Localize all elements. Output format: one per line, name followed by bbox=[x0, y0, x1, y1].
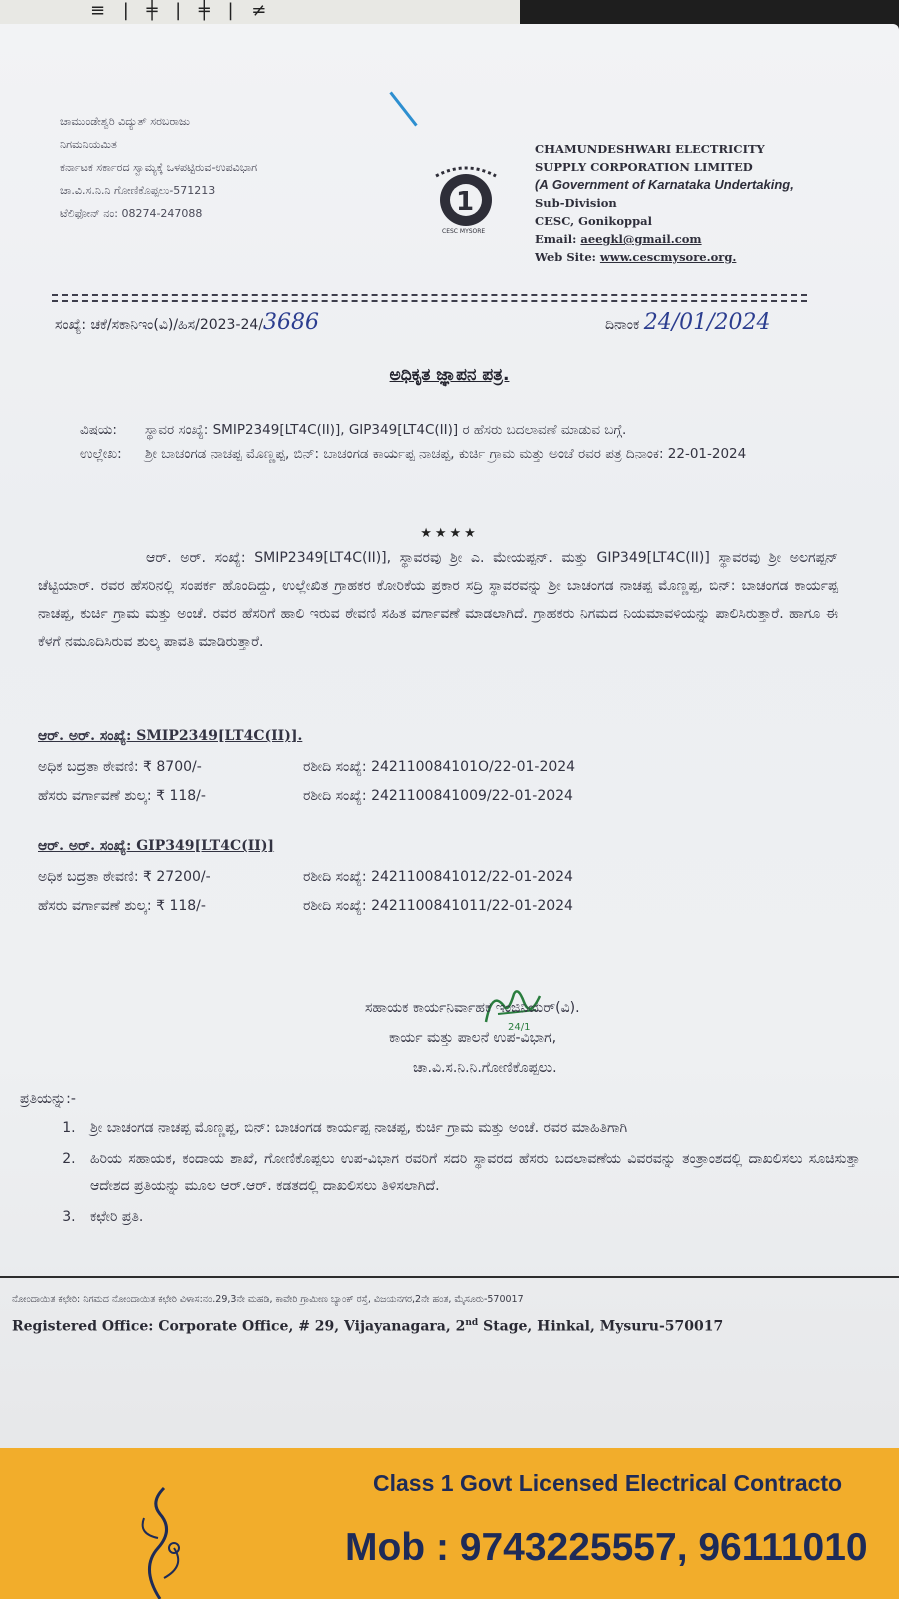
footer-divider bbox=[0, 1276, 899, 1278]
letterhead-kn-line: ನಿಗಮನಿಯಮಿತ bbox=[60, 138, 117, 151]
footer-address-part: Registered Office: Corporate Office, # 29, Vijayanagara, 2 bbox=[12, 1318, 466, 1335]
website-link[interactable]: www.cescmysore.org. bbox=[599, 250, 737, 264]
reference-label: ಉಲ್ಲೇಖ: bbox=[80, 446, 122, 462]
subject-block bbox=[80, 418, 840, 466]
footer-address-english bbox=[12, 1318, 887, 1335]
rr-heading: ಆರ್. ಅರ್. ಸಂಖ್ಯೆ: GIP349[LT4C(II)] bbox=[38, 838, 275, 854]
fee-label: ಅಧಿಕ ಬದ್ರತಾ ಠೇವಣಿ: ₹ 27200/- bbox=[38, 868, 211, 885]
office-type: Sub-Division bbox=[535, 196, 617, 210]
email-link[interactable]: aeegkl@gmail.com bbox=[580, 232, 702, 246]
rr-block-gip349 bbox=[38, 838, 738, 920]
fee-label: ಹೆಸರು ವರ್ಗಾವಣೆ ಶುಲ್ಕ: ₹ 118/- bbox=[38, 787, 206, 804]
reference-line bbox=[55, 310, 835, 340]
signatory-location: ಚಾ.ವಿ.ಸ.ನಿ.ನಿ.ಗೋಣಿಕೊಪ್ಪಲು. bbox=[413, 1060, 557, 1076]
contractor-banner bbox=[0, 1448, 899, 1599]
paper-edge-marks: ≡ | ╪ | ╪ | ≠ bbox=[90, 0, 273, 21]
rr-block-smip2349 bbox=[38, 728, 738, 810]
copy-item: 1. ಶ್ರೀ ಬಾಚಂಗಡ ನಾಚಪ್ಪ ಮೊಣ್ಣಪ್ಪ, ಬಿನ್: ಬಾಚಂಗಡ ಕಾರ್ಯಪ್ಪ ನಾಚಪ್ಪ, ಕುರ್ಚಿ ಗ್ರಾಮ ಮತ್ತು ಅಂಚೆ. ರವರ ಮಾಹಿತಿಗಾಗಿ bbox=[80, 1115, 860, 1142]
fee-label: ಹೆಸರು ವರ್ಗಾವಣೆ ಶುಲ್ಕ: ₹ 118/- bbox=[38, 897, 206, 914]
signature-date: 24/1 bbox=[508, 1022, 531, 1033]
signature-block bbox=[365, 993, 785, 1083]
copy-item: 3. ಕಛೇರಿ ಪ್ರತಿ. bbox=[80, 1204, 860, 1231]
company-name-line1: CHAMUNDESHWARI ELECTRICITY bbox=[535, 142, 765, 156]
copies-section bbox=[20, 1086, 860, 1235]
reference-text: ಶ್ರೀ ಬಾಚಂಗಡ ನಾಚಪ್ಪ ಮೊಣ್ಣಪ್ಪ, ಬಿನ್: ಬಾಚಂಗಡ ಕಾರ್ಯಪ್ಪ ನಾಚಪ್ಪ, ಕುರ್ಚಿ ಗ್ರಾಮ ಮತ್ತು ಅಂಚೆ ರವರ ಪತ್ರ ದಿನಾಂಕ: 22-01-2024 bbox=[145, 446, 747, 462]
logo-caption: CESC MYSORE bbox=[442, 228, 486, 235]
website-label: Web Site: bbox=[535, 250, 600, 264]
letterhead-english bbox=[535, 140, 895, 266]
letterhead-kannada bbox=[60, 110, 380, 225]
fee-label: ಅಧಿಕ ಬದ್ರತಾ ಠೇವಣಿ: ₹ 8700/- bbox=[38, 758, 202, 775]
divider bbox=[52, 294, 807, 296]
banner-phone: Mob : 9743225557, 96111010 bbox=[345, 1526, 868, 1569]
receipt-number: ರಶೀದಿ ಸಂಖ್ಯೆ: 242110084101O/22-01-2024 bbox=[303, 758, 576, 775]
receipt-number: ರಶೀದಿ ಸಂಖ್ಯೆ: 2421100841012/22-01-2024 bbox=[303, 868, 573, 885]
rr-heading: ಆರ್. ಅರ್. ಸಂಖ್ಯೆ: SMIP2349[LT4C(II)]. bbox=[38, 728, 303, 744]
subject-label: ವಿಷಯ: bbox=[80, 422, 117, 438]
signatory-designation: ಸಹಾಯಕ ಕಾರ್ಯನಿರ್ವಾಹಕ ಇಂಜಿನಿಯರ್(ವಿ). bbox=[365, 1000, 580, 1016]
ornament-icon bbox=[130, 1478, 200, 1599]
fee-row bbox=[38, 862, 738, 891]
separator-stars: ★★★★ bbox=[420, 526, 479, 541]
fee-row bbox=[38, 752, 738, 781]
subject-row bbox=[80, 418, 840, 442]
body-paragraph: ಆರ್. ಅರ್. ಸಂಖ್ಯೆ: SMIP2349[LT4C(II)], ಸ್ಥಾವರವು ಶ್ರೀ ಎ. ಮೇಯಪ್ಪನ್. ಮತ್ತು GIP349[LT4C(II)] ಸ್ಥಾವರವು ಶ್ರೀ ಅಲಗಪ್ಪನ್ ಚೆಟ್ಟಿಯಾರ್. ರವರ ಹೆಸರಿನಲ್ಲಿ ಸಂಪರ್ಕ ಹೊಂದಿದ್ದು, ಉಲ್ಲೇಖಿತ ಗ್ರಾಹಕರ ಕೋರಿಕೆಯ ಪ್ರಕಾರ ಸದ್ರಿ ಸ್ಥಾವರವನ್ನು ಶ್ರೀ ಬಾಚಂಗಡ ನಾಚಪ್ಪ ಮೊಣ್ಣಪ್ಪ, ಬಿನ್: ಬಾಚಂಗಡ ಕಾರ್ಯಪ್ಪ ನಾಚಪ್ಪ, ಕುರ್ಚಿ ಗ್ರಾಮ ಮತ್ತು ಅಂಚೆ. ರವರ ಹೆಸರಿಗೆ ಹಾಲಿ ಇರುವ ಠೇವಣಿ ಸಹಿತ ವರ್ಗಾವಣೆ ಮಾಡಲಾಗಿದೆ. ಗ್ರಾಹಕರು ನಿಗಮದ ನಿಯಮಾವಳಿಯನ್ನು ಪಾಲಿಸಿರುತ್ತಾರೆ. ಹಾಗೂ ಈ ಕೆಳಗೆ ನಮೂದಿಸಿರುವ ಶುಲ್ಕ ಪಾವತಿ ಮಾಡಿರುತ್ತಾರೆ. bbox=[38, 550, 838, 650]
company-tagline: (A Government of Karnataka Undertaking, bbox=[535, 177, 794, 192]
date-handwritten: 24/01/2024 bbox=[643, 310, 771, 335]
email-line bbox=[535, 230, 895, 248]
footer-address-kannada: ನೋಂದಾಯಿತ ಕಛೇರಿ: ನಿಗಮದ ನೋಂದಾಯಿತ ಕಛೇರಿ ವಿಳಾಸ:ನಂ.29,3ನೇ ಮಹಡಿ, ಕಾವೇರಿ ಗ್ರಾಮೀಣ ಬ್ಯಾಂಕ್ ರಸ್ತೆ, ವಿಜಯನಗರ,2ನೇ ಹಂತ, ಮೈಸೂರು-570017 bbox=[12, 1294, 524, 1305]
reference-row bbox=[80, 442, 840, 466]
logo-numeral: 1 bbox=[456, 187, 475, 217]
company-name-line2: SUPPLY CORPORATION LIMITED bbox=[535, 160, 753, 174]
reference-number-handwritten: 3686 bbox=[263, 310, 320, 335]
pen-mark bbox=[389, 92, 417, 127]
subject-text: ಸ್ಥಾವರ ಸಂಖ್ಯೆ: SMIP2349[LT4C(II)], GIP349[LT4C(II)] ರ ಹೆಸರು ಬದಲಾವಣೆ ಮಾಡುವ ಬಗ್ಗೆ. bbox=[145, 422, 627, 438]
copies-list bbox=[20, 1115, 860, 1231]
office-location: CESC, Gonikoppal bbox=[535, 214, 652, 228]
divider bbox=[52, 300, 807, 302]
receipt-number: ರಶೀದಿ ಸಂಖ್ಯೆ: 2421100841009/22-01-2024 bbox=[303, 787, 573, 804]
copy-item: 2. ಹಿರಿಯ ಸಹಾಯಕ, ಕಂದಾಯ ಶಾಖೆ, ಗೋಣಿಕೊಪ್ಪಲು ಉಪ-ವಿಭಾಗ ರವರಿಗೆ ಸದರಿ ಸ್ಥಾವರದ ಹೆಸರು ಬದಲಾವಣೆಯ ವಿವರವನ್ನು ತಂತ್ರಾಂಶದಲ್ಲಿ ದಾಖಲಿಸಲು ಸೂಚಿಸುತ್ತಾ ಆದೇಶದ ಪ್ರತಿಯನ್ನು ಮೂಲ ಆರ್.ಆರ್. ಕಡತದಲ್ಲಿ ದಾಖಲಿಸಲು ತಿಳಿಸಲಾಗಿದೆ. bbox=[80, 1146, 860, 1200]
letterhead-kn-line: ಚಾ.ವಿ.ಸ.ನಿ.ನಿ ಗೋಣಿಕೊಪ್ಪಲು-571213 bbox=[60, 184, 216, 197]
document-title: ಅಧಿಕೃತ ಜ್ಞಾಪನ ಪತ್ರ. bbox=[389, 365, 510, 385]
copies-heading: ಪ್ರತಿಯನ್ನು:- bbox=[20, 1091, 76, 1107]
signatory-office: ಕಾರ್ಯ ಮತ್ತು ಪಾಲನೆ ಉಪ-ವಿಭಾಗ, bbox=[389, 1030, 557, 1046]
cesc-logo-icon bbox=[428, 160, 504, 236]
email-label: Email: bbox=[535, 232, 581, 246]
fee-row bbox=[38, 781, 738, 810]
footer-address-part: Stage, Hinkal, Mysuru-570017 bbox=[478, 1318, 724, 1335]
date-label: ದಿನಾಂಕ bbox=[605, 317, 644, 333]
website-line bbox=[535, 248, 895, 266]
date-block bbox=[605, 310, 771, 335]
letterhead-kn-line: ಚಾಮುಂಡೇಶ್ವರಿ ವಿದ್ಯುತ್ ಸರಬರಾಜು bbox=[60, 115, 190, 128]
fee-row bbox=[38, 891, 738, 920]
reference-number-label: ಸಂಖ್ಯೆ: ಚಕೆ/ಸಕಾನಿಇಂ(ವಿ)/ಹಿಸ/2023-24/ bbox=[55, 317, 264, 333]
letterhead-kn-line: ಟೆಲಿಫೋನ್ ನಂ: 08274-247088 bbox=[60, 207, 203, 220]
banner-title: Class 1 Govt Licensed Electrical Contracto bbox=[373, 1470, 843, 1496]
receipt-number: ರಶೀದಿ ಸಂಖ್ಯೆ: 2421100841011/22-01-2024 bbox=[303, 897, 573, 914]
footer-ordinal: nd bbox=[465, 1318, 479, 1328]
letterhead-kn-line: ಕರ್ನಾಟಕ ಸರ್ಕಾರದ ಸ್ವಾಮ್ಯಕ್ಕೆ ಒಳಪಟ್ಟಿರುವ-ಉಪವಿಭಾಗ bbox=[60, 161, 258, 174]
